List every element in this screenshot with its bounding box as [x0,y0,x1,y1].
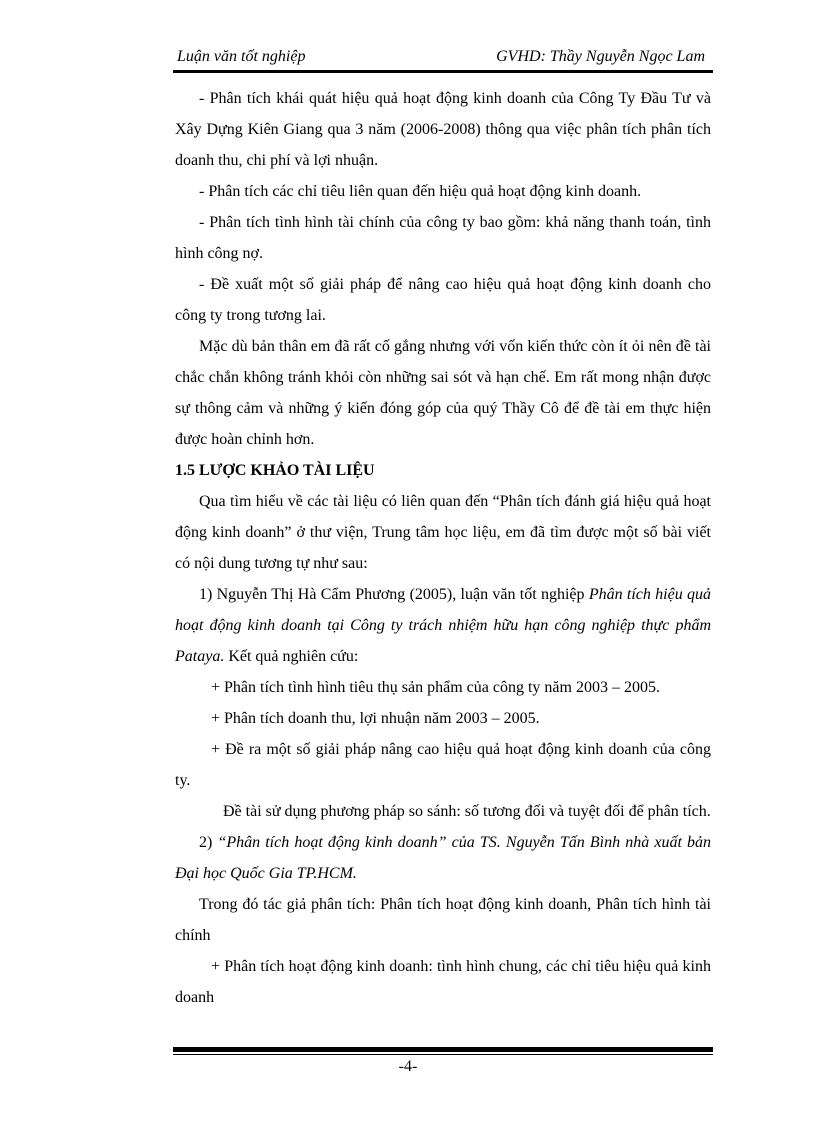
footer-rule-thin [173,1054,713,1055]
reference-2 [175,827,711,889]
bullet-item: + Phân tích doanh thu, lợi nhuận năm 2003 – 2005. [211,710,540,727]
footer-rule-thick [173,1047,713,1052]
paragraph-author-analysis: Trong đó tác giả phân tích: Phân tích hoạt động kinh doanh, Phân tích hình tài chính [175,896,711,944]
reference-1-results-label: Kết quả nghiên cứu: [224,648,359,665]
paragraph-literature-intro: Qua tìm hiểu về các tài liệu có liên quan đến “Phân tích đánh giá hiệu quả hoạt động kinh doanh” ở thư viện, Trung tâm học liệu, em đã tìm được một số bài viết có nội dung tương tự như sau: [175,493,711,572]
reference-2-title: “Phân tích hoạt động kinh doanh” của TS. Nguyễn Tấn Bình nhà xuất bản Đại học Quốc Gia TP.HCM. [175,834,712,882]
header-advisor-label: GVHD: Thầy Nguyễn Ngọc Lam [496,48,705,65]
header-rule [173,70,713,73]
reference-2-number: 2) [199,834,218,851]
paragraph-method: Đề tài sử dụng phương pháp so sánh: số tương đối và tuyệt đối để phân tích. [223,803,711,820]
section-heading: 1.5 LƯỢC KHẢO TÀI LIỆU [175,462,375,479]
header-thesis-label: Luận văn tốt nghiệp [177,48,306,65]
paragraph-objective-4: - Đề xuất một số giải pháp để nâng cao hiệu quả hoạt động kinh doanh cho công ty trong tương lai. [175,276,711,324]
reference-1-author: 1) Nguyễn Thị Hà Cẩm Phương (2005), luận văn tốt nghiệp [199,586,589,603]
bullet-item: + Phân tích tình hình tiêu thụ sản phẩm của công ty năm 2003 – 2005. [211,679,660,696]
page-number: -4- [398,1058,418,1075]
paragraph-acknowledgement: Mặc dù bản thân em đã rất cố gắng nhưng với vốn kiến thức còn ít ỏi nên đề tài chắc chắn không tránh khỏi còn những sai sót và hạn chế. Em rất mong nhận được sự thông cảm và những ý kiến đóng góp của quý Thầy Cô để đề tài em thực hiện được hoàn chỉnh hơn. [175,338,711,448]
bullet-item: + Đề ra một số giải pháp nâng cao hiệu quả hoạt động kinh doanh của công ty. [175,741,711,789]
reference-1 [175,579,711,672]
paragraph-objective-2: - Phân tích các chỉ tiêu liên quan đến hiệu quả hoạt động kinh doanh. [199,183,642,200]
bullet-item: + Phân tích hoạt động kinh doanh: tình hình chung, các chỉ tiêu hiệu quả kinh doanh [175,958,711,1006]
paragraph-objective-3: - Phân tích tình hình tài chính của công ty bao gồm: khả năng thanh toán, tình hình công nợ. [175,214,711,262]
reference-1-title: Phân tích hiệu quả hoạt động kinh doanh tại Công ty trách nhiệm hữu hạn công nghiệp thực phẩm Pataya. [175,586,712,665]
paragraph-objective-1: - Phân tích khái quát hiệu quả hoạt động kinh doanh của Công Ty Đầu Tư và Xây Dựng Kiên Giang qua 3 năm (2006-2008) thông qua việc phân tích phân tích doanh thu, chi phí và lợi nhuận. [175,90,711,169]
document-body [175,83,711,1013]
page-header [173,46,713,70]
